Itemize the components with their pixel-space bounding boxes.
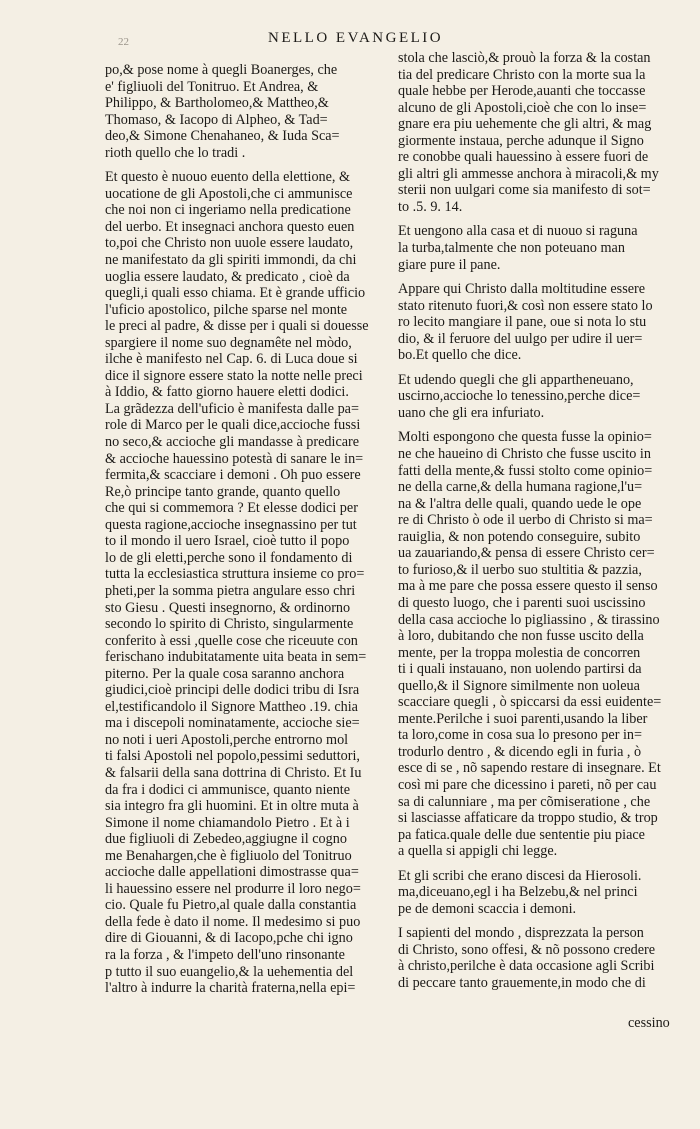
text-line: to furioso,& il uerbo suo stultitia & pazzia, xyxy=(398,561,642,578)
text-line: quello,& il Signore similmente non uoleua xyxy=(398,677,640,694)
text-line: Et questo è nuouo euento della elettione, & xyxy=(105,169,351,186)
text-line: to il mondo il uero Israel, cioè tutto il popo xyxy=(105,533,350,550)
text-line: & falsarii della sana dottrina di Christo. Et Iu xyxy=(105,764,362,781)
right-text-column xyxy=(398,50,680,1000)
text-line: stato ritenuto fuori,& così non essere stato lo xyxy=(398,297,653,314)
text-line: gli altri gli ammesse anchora à miracoli,& my xyxy=(398,165,659,182)
text-line: tia del predicare Christo con la morte sua la xyxy=(398,66,646,83)
text-line: lo de gli eletti,perche sono il fondamento di xyxy=(105,549,353,566)
text-line: Simone il nome chiamandolo Pietro . Et à i xyxy=(105,814,350,831)
text-line: stola che lasciò,& prouò la forza & la costan xyxy=(398,50,651,66)
text-line: sto Giesu . Questi insegnorno, & ordinorno xyxy=(105,599,351,616)
text-line: quegli,i quali esso chiama. Et è grande ufficio xyxy=(105,285,366,302)
text-line: ti i quali instauano, non uolendo partirsi da xyxy=(398,661,642,678)
text-line: conferito à essi ,quelle cose che riceuute con xyxy=(105,632,358,649)
text-line: secondo lo spirito di Christo, singularmente xyxy=(105,616,354,633)
text-line: à christo,perilche è data occasione agli Scribi xyxy=(398,958,655,975)
text-line: del uerbo. Et insegnaci anchora questo euen xyxy=(105,218,355,235)
text-line: sterii non uulgari come sia manifesto di sot= xyxy=(398,182,651,199)
paragraph xyxy=(398,925,680,991)
text-line: p tutto il suo euangelio,& la uehementia del xyxy=(105,963,354,980)
text-line: giare pure il pane. xyxy=(398,256,501,273)
text-line: li hauessino essere nel produrre il loro nego= xyxy=(105,880,361,897)
text-line: Philippo, & Bartholomeo,& Mattheo,& xyxy=(105,95,329,112)
text-line: di peccare tanto grauemente,in modo che di xyxy=(398,974,646,991)
paragraph xyxy=(105,62,382,161)
text-line: accioche dalle appellationi dimostrasse qua= xyxy=(105,864,359,881)
page-number: 22 xyxy=(118,36,129,48)
text-line: da fra i dodici ci ammunisce, quanto niente xyxy=(105,781,351,798)
text-line: tutta la ecclesiastica struttura insieme co pro= xyxy=(105,566,365,583)
text-line: giormente instaua, perche adunque il Signo xyxy=(398,132,644,149)
text-line: & accioche hauessino potestà di sanare le in= xyxy=(105,450,364,467)
paragraph xyxy=(398,868,680,918)
text-line: a quella si appigli chi legge. xyxy=(398,843,558,860)
text-line: Et gli scribi che erano discesi da Hierosoli. xyxy=(398,867,642,884)
text-line: questa ragione,accioche insegnassino per tut xyxy=(105,516,357,533)
text-line: spargiere il nome suo degnamête nel mòdo, xyxy=(105,334,352,351)
text-line: piterno. Per la quale cosa saranno anchora xyxy=(105,665,345,682)
text-line: Et udendo quegli che gli appartheneuano, xyxy=(398,371,634,388)
text-line: giudici,cioè principi delle dodici tribu di Isra xyxy=(105,682,360,699)
text-line: le preci al padre, & disse per i quali si douesse xyxy=(105,318,369,335)
text-line: uoglia essere laudato, & predicato , cioè da xyxy=(105,268,350,285)
text-line: due figliuoli di Zebedeo,aggiugne il cogno xyxy=(105,831,347,848)
catchword: cessino xyxy=(628,1015,670,1031)
text-line: della casa accioche lo pigliassino , & tirassino xyxy=(398,611,660,628)
text-line: fatti della mente,& fussi stolto come opinio= xyxy=(398,462,653,479)
text-line: ne manifestato da gli spiriti immondi, da chi xyxy=(105,252,357,269)
text-line: Et uengono alla casa et di nuouo si raguna xyxy=(398,223,638,240)
text-line: uano che gli era infuriato. xyxy=(398,404,545,421)
text-line: e' figliuoli del Tonitruo. Et Andrea, & xyxy=(105,78,319,95)
text-line: ro lecito mangiare il pane, oue si nota lo stu xyxy=(398,314,647,331)
text-line: mente, per la troppa molestia de concorren xyxy=(398,644,641,661)
text-line: role di Marco per le quali dice,accioche fussi xyxy=(105,417,361,434)
text-line: ma,diceuano,egl i ha Belzebu,& nel princi xyxy=(398,884,638,901)
text-line: esce di se , nõ sapendo restare di insegnare. Et xyxy=(398,760,661,777)
text-line: fermita,& scacciare i demoni . Oh puo essere xyxy=(105,467,361,484)
text-line: La grãdezza dell'uficio è manifesta dalle pa= xyxy=(105,400,359,417)
text-line: bo.Et quello che dice. xyxy=(398,347,522,364)
text-line: che qui si commemora ? Et elesse dodici per xyxy=(105,500,358,517)
text-line: Molti espongono che questa fusse la opinio= xyxy=(398,429,652,446)
text-line: l'altro à indurre la charità fraterna,nella epi= xyxy=(105,980,356,997)
text-line: così mi pare che dicessino i pareti, nõ per cau xyxy=(398,776,657,793)
text-line: di questo luogo, che i parenti suoi uscissino xyxy=(398,594,646,611)
text-line: gnare era piu uehemente che gli altri, & mag xyxy=(398,116,652,133)
text-line: dio, & il feruore del uulgo per udire il uer= xyxy=(398,330,643,347)
text-line: to,poi che Christo non uuole essere laudato, xyxy=(105,235,354,252)
text-line: Re,ò principe tanto grande, quanto quello xyxy=(105,483,341,500)
text-line: cio. Quale fu Pietro,al quale dalla constantia xyxy=(105,897,357,914)
text-line: ta loro,come in cosa sua lo presono per in= xyxy=(398,727,643,744)
text-line: à Iddio, & fatto giorno hauere eletti dodici. xyxy=(105,384,349,401)
text-line: ferischano indubitatamente uita beata in sem= xyxy=(105,649,367,666)
running-head: NELLO EVANGELIO xyxy=(268,30,444,46)
text-line: ma i discepoli nominatamente, accioche sie= xyxy=(105,715,360,732)
text-line: dire di Giouanni, & di Iacopo,pche chi igno xyxy=(105,930,353,947)
text-line: rauiglia, & non potendo conseguire, subito xyxy=(398,528,641,545)
text-line: re conobbe quali hauessino à essere fuori de xyxy=(398,149,649,166)
text-line: deo,& Simone Chenahaneo, & Iuda Sca= xyxy=(105,128,340,145)
paragraph xyxy=(398,223,680,273)
text-line: mente.Perilche i suoi parenti,usando la liber xyxy=(398,710,648,727)
text-line: sia integro fra gli huomini. Et in oltre muta à xyxy=(105,798,359,815)
text-line: na & l'altra delle quali, quando uede le ope xyxy=(398,495,642,512)
paragraph xyxy=(398,372,680,422)
paragraph xyxy=(398,50,680,215)
paragraph xyxy=(398,281,680,364)
text-line: ra la forza , & l'impeto dell'uno rinsonante xyxy=(105,946,345,963)
text-line: ua zauariando,& pensa di essere Christo cer= xyxy=(398,545,655,562)
text-line: rioth quello che lo tradi . xyxy=(105,144,246,161)
text-line: ilche è manifesto nel Cap. 6. di Luca doue si xyxy=(105,351,358,368)
left-text-column xyxy=(105,62,382,1005)
text-line: to .5. 9. 14. xyxy=(398,198,463,215)
text-line: trodurlo dentro , & dicendo egli in furia , ò xyxy=(398,743,642,760)
text-line: pa fatica.quale delle due sententie piu piace xyxy=(398,826,645,843)
text-line: quale hebbe per Herode,auanti che toccasse xyxy=(398,83,646,100)
text-line: po,& pose nome à quegli Boanerges, che xyxy=(105,62,338,78)
text-line: alcuno de gli Apostoli,cioè che con lo inse= xyxy=(398,99,647,116)
text-line: Thomaso, & Iacopo di Alpheo, & Tad= xyxy=(105,111,328,128)
text-line: no seco,& accioche gli mandasse à predicare xyxy=(105,434,360,451)
text-line: el,testificandolo il Signore Mattheo .19. chia xyxy=(105,698,358,715)
text-line: della fede è dato il nome. Il medesimo si puo xyxy=(105,913,361,930)
text-line: à loro, dubitando che non fusse uscito della xyxy=(398,628,644,645)
paragraph xyxy=(398,429,680,859)
text-line: re di Christo ò ode il uerbo di Christo si ma= xyxy=(398,512,653,529)
text-line: ti falsi Apostoli nel popolo,pessimi seduttori, xyxy=(105,748,360,765)
text-line: che noi non ci ingeriamo nella predicatione xyxy=(105,202,351,219)
text-line: scacciare quegli , ò spiccarsi da essi euidente= xyxy=(398,694,662,711)
text-line: Appare qui Christo dalla moltitudine essere xyxy=(398,281,646,298)
paragraph xyxy=(105,169,382,996)
text-line: ne della carne,& della humana ragione,l'u= xyxy=(398,479,643,496)
text-line: dice il signore essere stato la notte nelle preci xyxy=(105,367,363,384)
text-line: ne che haueino di Christo che fusse uscito in xyxy=(398,446,651,463)
text-line: ma à me pare che possa essere questo il senso xyxy=(398,578,658,595)
text-line: I sapienti del mondo , disprezzata la person xyxy=(398,925,644,942)
text-line: la turba,talmente che non poteuano man xyxy=(398,240,625,257)
text-line: l'uficio apostolico, pilche sparse nel monte xyxy=(105,301,348,318)
text-line: sa di calunniare , ma per cõmiseratione , che xyxy=(398,793,651,810)
text-line: me Benahargen,che è figliuolo del Tonitruo xyxy=(105,847,352,864)
text-line: si lasciasse affaticare da troppo studio, & trop xyxy=(398,810,658,827)
text-line: uscirno,accioche lo tenessino,perche dice= xyxy=(398,388,641,405)
text-line: no noti i ueri Apostoli,perche entrorno mol xyxy=(105,731,349,748)
text-line: di Christo, sono offesi, & nõ possono credere xyxy=(398,941,656,958)
text-line: pe de demoni scaccia i demoni. xyxy=(398,900,577,917)
text-line: pheti,per la somma pietra angulare esso chri xyxy=(105,582,356,599)
text-line: uocatione de gli Apostoli,che ci ammunisce xyxy=(105,185,353,202)
